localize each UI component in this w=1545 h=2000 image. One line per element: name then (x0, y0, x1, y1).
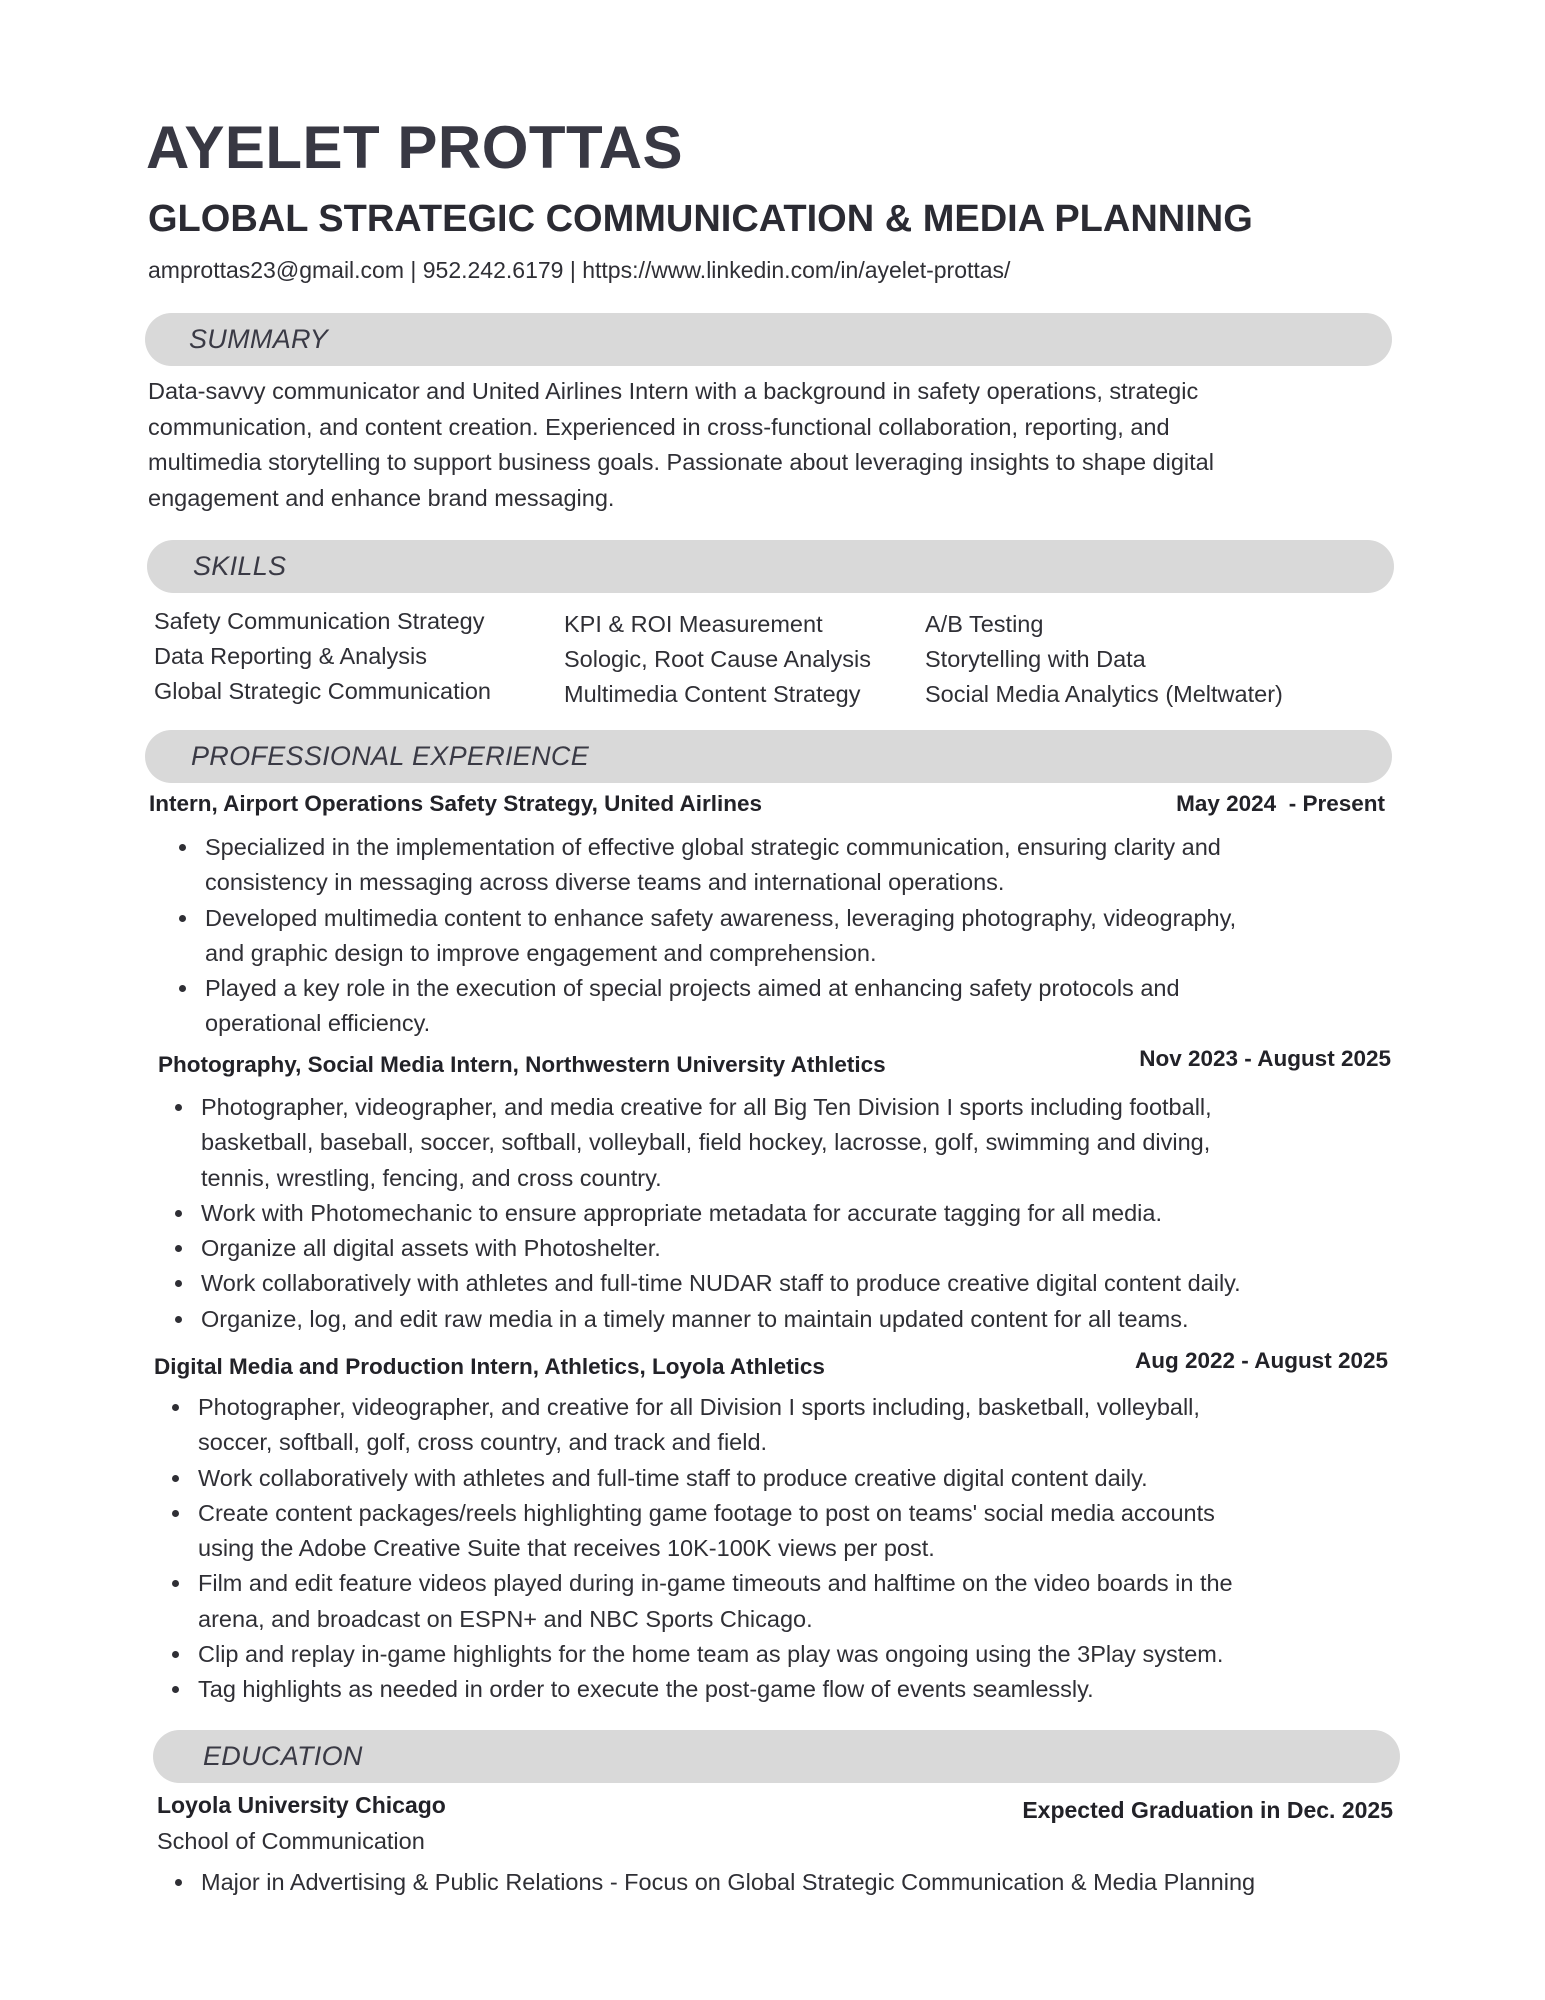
bullet-line: Played a key role in the execution of special projects aimed at enhancing safety protocols and (205, 975, 1180, 1002)
skill-item: Storytelling with Data (925, 646, 1146, 672)
bullet-line: Specialized in the implementation of effective global strategic communication, ensuring clarity and (205, 834, 1221, 860)
bullet-line: Photographer, videographer, and media creative for all Big Ten Division I sports including football, (201, 1094, 1212, 1120)
bullet-line: operational efficiency. (205, 1010, 431, 1037)
job-bullets (198, 1390, 1388, 1708)
graduation-date: Expected Graduation in Dec. 2025 (1022, 1797, 1393, 1823)
bullet-item (201, 1302, 1391, 1337)
bullet-item (201, 1266, 1391, 1301)
skill-item: Multimedia Content Strategy (564, 681, 861, 707)
job-dates: Aug 2022 - August 2025 (1135, 1348, 1388, 1373)
bullet-line: Create content packages/reels highlighting game footage to post on teams' social media accounts (198, 1499, 1215, 1526)
job-title: Digital Media and Production Intern, Athletics, Loyola Athletics (154, 1354, 825, 1379)
bullet-line: Film and edit feature videos played during in-game timeouts and halftime on the video boards in the (198, 1570, 1233, 1597)
bullet-line: and graphic design to improve engagement and comprehension. (205, 939, 877, 966)
bullet-line: Organize, log, and edit raw media in a timely manner to maintain updated content for all teams. (201, 1305, 1189, 1332)
bullet-line: consistency in messaging across diverse teams and international operations. (205, 869, 1005, 896)
job-bullets (201, 1090, 1391, 1337)
bullet-item (201, 1231, 1391, 1266)
bullet-line: Major in Advertising & Public Relations - Focus on Global Strategic Communication & Media Planning (201, 1869, 1256, 1895)
bullet-line: Clip and replay in-game highlights for the home team as play was ongoing using the 3Play system. (198, 1641, 1224, 1668)
skill-item: Global Strategic Communication (154, 678, 491, 704)
education-heading: EDUCATION (203, 1741, 363, 1771)
education-section-bar (153, 1730, 1400, 1783)
bullet-item (198, 1496, 1388, 1567)
bullet-item (198, 1390, 1388, 1461)
summary-line: engagement and enhance brand messaging. (148, 484, 615, 511)
skill-item: KPI & ROI Measurement (564, 611, 823, 637)
bullet-item (205, 901, 1385, 972)
bullet-item (198, 1566, 1388, 1637)
skills-section-bar (147, 540, 1394, 593)
bullet-line: Organize all digital assets with Photoshelter. (201, 1235, 661, 1262)
bullet-line: soccer, softball, golf, cross country, and track and field. (198, 1429, 768, 1456)
bullet-line: arena, and broadcast on ESPN+ and NBC Sports Chicago. (198, 1605, 813, 1632)
bullet-line: basketball, baseball, soccer, softball, volleyball, field hockey, lacrosse, golf, swimming and diving, (201, 1129, 1211, 1156)
bullet-item (201, 1196, 1391, 1231)
contact-line: amprottas23@gmail.com | 952.242.6179 | https://www.linkedin.com/in/ayelet-prottas/ (148, 257, 1011, 283)
experience-section-bar (145, 730, 1392, 783)
summary-text (148, 374, 1348, 516)
summary-line: multimedia storytelling to support business goals. Passionate about leveraging insights to shape digital (148, 449, 1214, 475)
job-bullets (205, 830, 1385, 1042)
school-name: Loyola University Chicago (157, 1792, 446, 1818)
bullet-line: using the Adobe Creative Suite that receives 10K-100K views per post. (198, 1535, 935, 1562)
skill-item: Social Media Analytics (Meltwater) (925, 681, 1283, 707)
school-department: School of Communication (157, 1828, 425, 1854)
job-title: Photography, Social Media Intern, Northwestern University Athletics (158, 1052, 886, 1077)
bullet-item (201, 1090, 1391, 1196)
bullet-item (205, 830, 1385, 901)
bullet-item (198, 1461, 1388, 1496)
job-title: Intern, Airport Operations Safety Strategy, United Airlines (149, 791, 763, 816)
bullet-line: Developed multimedia content to enhance safety awareness, leveraging photography, videography, (205, 904, 1237, 931)
summary-section-bar (145, 313, 1392, 366)
bullet-line: Work collaboratively with athletes and full-time staff to produce creative digital content daily. (198, 1464, 1148, 1491)
skill-item: Data Reporting & Analysis (154, 643, 428, 669)
professional-headline: GLOBAL STRATEGIC COMMUNICATION & MEDIA PLANNING (148, 198, 1253, 240)
skills-heading: SKILLS (193, 551, 287, 581)
bullet-line: Work with Photomechanic to ensure appropriate metadata for accurate tagging for all media. (201, 1199, 1162, 1226)
skill-item: Sologic, Root Cause Analysis (564, 646, 871, 672)
skills-column-1 (154, 604, 491, 709)
skill-item: A/B Testing (925, 611, 1044, 637)
job-dates: May 2024 - Present (1176, 791, 1385, 816)
experience-heading: PROFESSIONAL EXPERIENCE (191, 741, 590, 771)
bullet-item (198, 1672, 1388, 1707)
skill-item: Safety Communication Strategy (154, 608, 485, 634)
candidate-name: AYELET PROTTAS (146, 114, 684, 181)
bullet-line: Photographer, videographer, and creative for all Division I sports including, basketball, volleyball, (198, 1394, 1200, 1420)
bullet-item (205, 971, 1385, 1042)
skills-column-3 (925, 607, 1283, 712)
education-bullets (201, 1865, 1401, 1900)
summary-line: Data-savvy communicator and United Airlines Intern with a background in safety operations, strategic (148, 378, 1199, 404)
summary-line: communication, and content creation. Experienced in cross-functional collaboration, reporting, and (148, 413, 1170, 440)
bullet-line: tennis, wrestling, fencing, and cross country. (201, 1164, 662, 1191)
bullet-item (198, 1637, 1388, 1672)
skills-column-2 (564, 607, 871, 712)
job-dates: Nov 2023 - August 2025 (1139, 1046, 1391, 1071)
bullet-item (201, 1865, 1401, 1900)
bullet-line: Work collaboratively with athletes and full-time NUDAR staff to produce creative digital content daily. (201, 1270, 1241, 1297)
summary-heading: SUMMARY (189, 324, 329, 354)
bullet-line: Tag highlights as needed in order to execute the post-game flow of events seamlessly. (198, 1676, 1094, 1703)
